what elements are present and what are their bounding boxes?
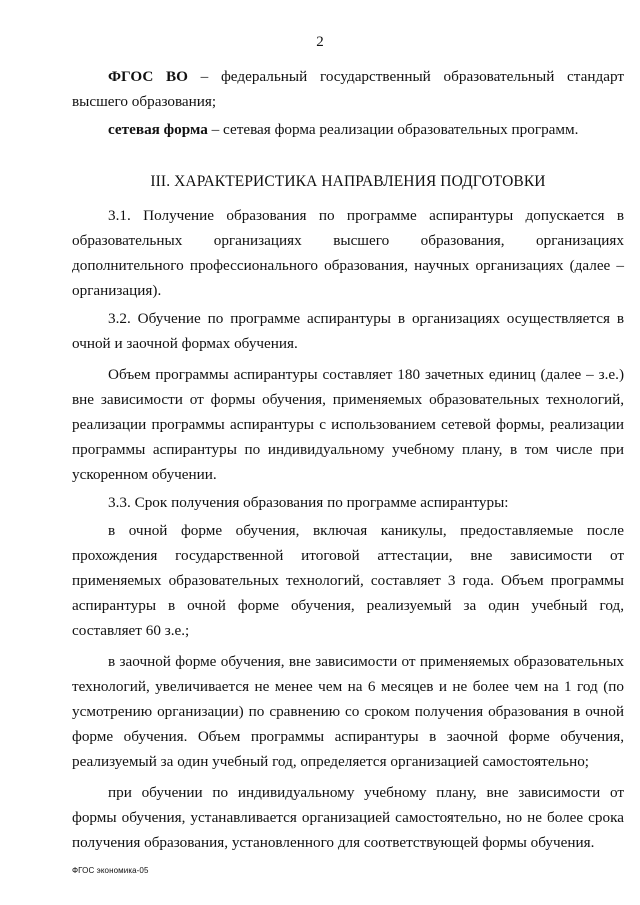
paragraph-individual-plan: при обучении по индивидуальному учебному плану, вне зависимости от формы обучения, устанавливается организацией самостоятельно, но не более срока получения образования, установленного для соответствующей формы обучения. bbox=[72, 784, 624, 851]
page-body bbox=[72, 64, 624, 855]
paragraph-part-time: в заочной форме обучения, вне зависимости от применяемых образовательных технологий, увеличивается не менее чем на 6 месяцев и не более чем на 1 год (по усмотрению организации) по сравнению со сроком получения образования в очной форме обучения. Объем программы аспирантуры в заочной форме обучения, реализуемый за один учебный год, определяется организацией самостоятельно; bbox=[72, 653, 624, 770]
definition-term: ФГОС ВО bbox=[108, 68, 188, 85]
definition-fgos bbox=[72, 64, 624, 114]
page-number: 2 bbox=[316, 34, 324, 50]
definition-term: сетевая форма bbox=[108, 121, 208, 138]
paragraph-3-1: 3.1. Получение образования по программе аспирантуры допускается в образовательных организациях высшего образования, организациях дополнительного профессионального образования, научных организациях (далее – организация). bbox=[72, 207, 624, 299]
definition-text: – сетевая форма реализации образовательных программ. bbox=[207, 121, 579, 138]
footer-label: ФГОС экономика-05 bbox=[72, 866, 149, 875]
paragraph-program-volume: Объем программы аспирантуры составляет 180 зачетных единиц (далее – з.е.) вне зависимости от формы обучения, применяемых образовательных технологий, реализации программы аспирантуры с использованием сетевой формы, реализации программы аспирантуры по индивидуальному учебному плану, в том числе при ускоренном обучении. bbox=[72, 366, 624, 483]
paragraph-full-time: в очной форме обучения, включая каникулы, предоставляемые после прохождения государственной итоговой аттестации, вне зависимости от применяемых образовательных технологий, составляет 3 года. Объем программы аспирантуры в очной форме обучения, реализуемый за один учебный год, составляет 60 з.е.; bbox=[72, 522, 624, 639]
definition-text: – федеральный государственный образовательный стандарт высшего образования; bbox=[72, 68, 624, 110]
paragraph-3-3: 3.3. Срок получения образования по программе аспирантуры: bbox=[108, 494, 509, 511]
section-heading: III. ХАРАКТЕРИСТИКА НАПРАВЛЕНИЯ ПОДГОТОВКИ bbox=[150, 173, 546, 190]
definition-network-form bbox=[72, 117, 624, 142]
paragraph-3-2: 3.2. Обучение по программе аспирантуры в организациях осуществляется в очной и заочной формах обучения. bbox=[72, 310, 624, 352]
